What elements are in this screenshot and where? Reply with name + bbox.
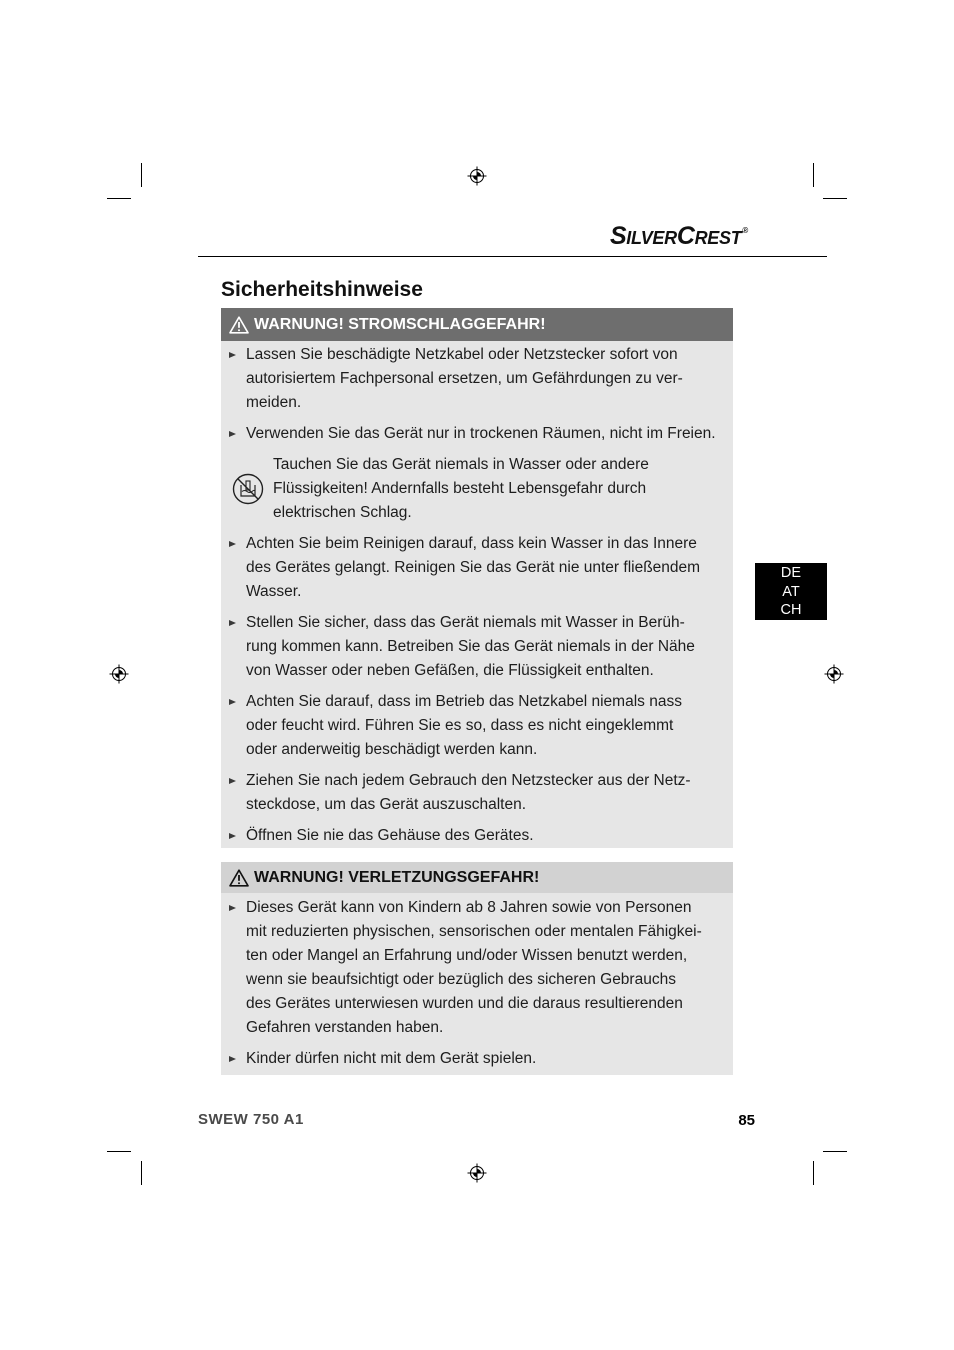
item-text-line: meiden.: [246, 394, 302, 411]
bullet-arrow-icon: [229, 620, 236, 626]
item-text-line: Öffnen Sie nie das Gehäuse des Gerätes.: [246, 827, 534, 844]
item-text-line: des Gerätes gelangt. Reinigen Sie das Gerät nie unter fließendem: [246, 559, 701, 576]
bullet-item: [221, 532, 733, 604]
bullet-arrow-icon: [229, 1056, 236, 1062]
item-text-line: mit reduzierten physischen, sensorischen oder mentalen Fähigkei-: [246, 923, 702, 940]
warning-title: WARNUNG! VERLETZUNGSGEFAHR!: [254, 868, 540, 886]
item-text-line: Flüssigkeiten! Andernfalls besteht Lebensgefahr durch: [273, 480, 647, 497]
item-text-line: steckdose, um das Gerät auszuschalten.: [246, 796, 527, 813]
bullet-item: [221, 1047, 733, 1071]
item-text-line: Lassen Sie beschädigte Netzkabel oder Netzstecker sofort von: [246, 346, 678, 363]
header-divider: [198, 256, 827, 257]
item-text-line: Tauchen Sie das Gerät niemals in Wasser oder andere: [273, 456, 649, 473]
pictogram-item: [221, 453, 733, 525]
language-code: CH: [780, 602, 802, 618]
item-text-line: elektrischen Schlag.: [273, 504, 412, 521]
item-text-line: von Wasser oder neben Gefäßen, die Flüssigkeit enthalten.: [246, 662, 654, 679]
warning-triangle-icon: [229, 316, 249, 334]
page-title: Sicherheitshinweise: [221, 278, 423, 301]
warning-header: [221, 862, 733, 893]
item-text-line: des Gerätes unterwiesen wurden und die daraus resultierenden: [246, 995, 683, 1012]
warning-box-injury: [221, 862, 733, 1075]
bullet-arrow-icon: [229, 352, 236, 358]
item-text-line: wenn sie beaufsichtigt oder bezüglich des sicheren Gebrauchs: [246, 971, 676, 988]
registered-mark: ®: [742, 226, 748, 235]
registration-mark-icon: [467, 1163, 487, 1183]
language-code: AT: [782, 583, 800, 600]
warning-list: [221, 893, 733, 1071]
registration-mark-icon: [824, 664, 844, 684]
item-text-line: Kinder dürfen nicht mit dem Gerät spielen.: [246, 1050, 537, 1067]
language-code: DE: [780, 565, 802, 581]
bullet-arrow-icon: [229, 541, 236, 547]
registration-mark-icon: [109, 664, 129, 684]
crop-mark: [107, 1151, 131, 1152]
brand-logo-text: SilverCrest: [609, 222, 742, 250]
item-text-line: Gefahren verstanden haben.: [246, 1019, 444, 1036]
item-text-line: Wasser.: [246, 583, 302, 600]
crop-mark: [141, 163, 142, 187]
warning-title: WARNUNG! STROMSCHLAGGEFAHR!: [254, 315, 546, 333]
bullet-item: [221, 611, 733, 683]
bullet-item: [221, 343, 733, 415]
bullet-item: [221, 824, 733, 848]
crop-mark: [823, 198, 847, 199]
bullet-item: [221, 690, 733, 762]
item-text-line: ten oder Mangel an Erfahrung und/oder Wissen benutzt werden,: [246, 947, 688, 964]
no-immersion-icon: [232, 473, 264, 505]
language-tab: [755, 563, 827, 620]
warning-box-electric-shock: [221, 308, 733, 848]
item-text-line: Stellen Sie sicher, dass das Gerät niemals mit Wasser in Berüh-: [246, 614, 685, 631]
bullet-item: [221, 422, 733, 446]
item-text-line: Ziehen Sie nach jedem Gebrauch den Netzstecker aus der Netz-: [246, 772, 691, 789]
item-text-line: oder feucht wird. Führen Sie es so, dass es nicht eingeklemmt: [246, 717, 674, 734]
item-text-line: autorisiertem Fachpersonal ersetzen, um Gefährdungen zu ver-: [246, 370, 683, 387]
crop-mark: [813, 1161, 814, 1185]
brand-logo: [610, 220, 748, 258]
crop-mark: [141, 1161, 142, 1185]
warning-list: [221, 341, 733, 848]
item-text-line: Verwenden Sie das Gerät nur in trockenen Räumen, nicht im Freien.: [246, 425, 716, 442]
bullet-arrow-icon: [229, 778, 236, 784]
bullet-item: [221, 896, 733, 1040]
item-text-line: rung kommen kann. Betreiben Sie das Gerät niemals in der Nähe: [246, 638, 695, 655]
bullet-arrow-icon: [229, 699, 236, 705]
bullet-item: [221, 769, 733, 817]
crop-mark: [813, 163, 814, 187]
bullet-arrow-icon: [229, 431, 236, 437]
item-text-line: Dieses Gerät kann von Kindern ab 8 Jahren sowie von Personen: [246, 899, 692, 916]
model-number: SWEW 750 A1: [198, 1111, 304, 1128]
warning-header: [221, 308, 733, 341]
page-number: 85: [738, 1112, 755, 1129]
crop-mark: [823, 1151, 847, 1152]
item-text-line: oder anderweitig beschädigt werden kann.: [246, 741, 538, 758]
item-text-line: Achten Sie darauf, dass im Betrieb das Netzkabel niemals nass: [246, 693, 682, 710]
warning-triangle-icon: [229, 869, 249, 887]
bullet-arrow-icon: [229, 905, 236, 911]
crop-mark: [107, 198, 131, 199]
bullet-arrow-icon: [229, 833, 236, 839]
item-text-line: Achten Sie beim Reinigen darauf, dass kein Wasser in das Innere: [246, 535, 697, 552]
registration-mark-icon: [467, 166, 487, 186]
